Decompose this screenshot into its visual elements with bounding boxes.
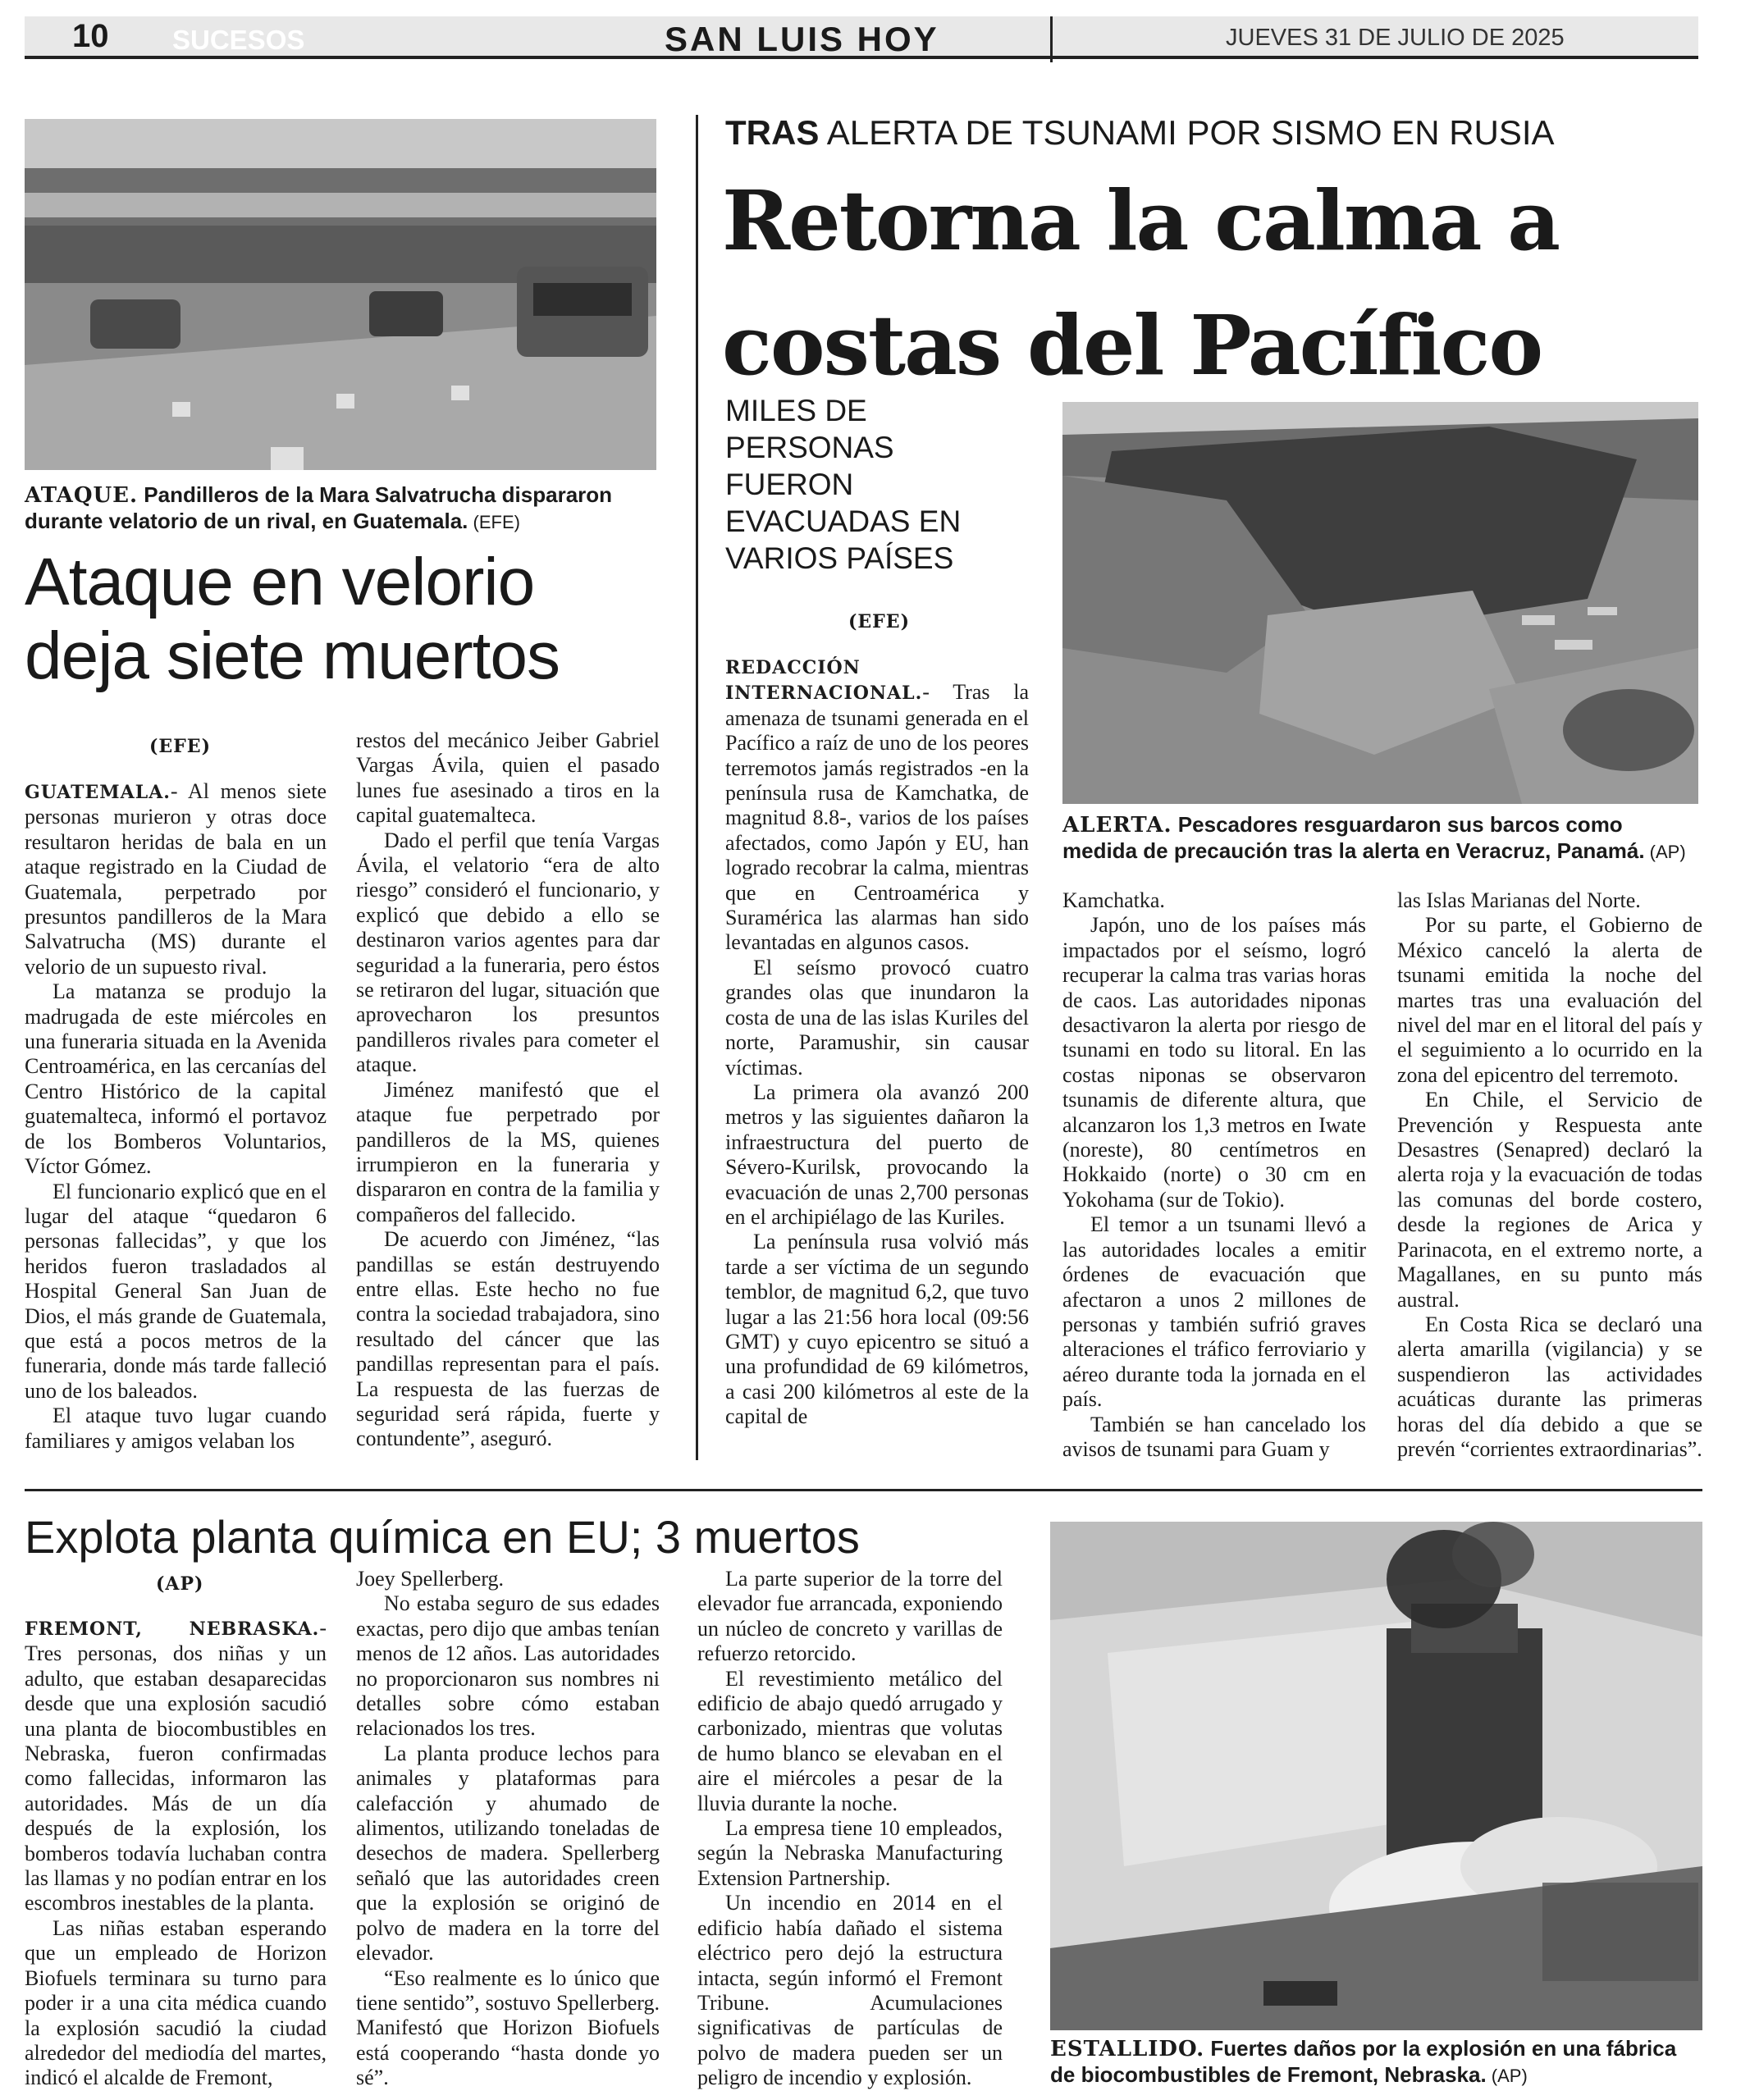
tsunami-headline-line-1: Retorna la calma a bbox=[722, 172, 1560, 269]
section-name: SUCESOS bbox=[172, 25, 305, 55]
paragraph: En Costa Rica se declaró una alerta amarilla (vigilancia) y se suspendieron las actividades acuáticas durante las primeras horas del día debido a que se prevén “corrientes extraordinarias”. bbox=[1397, 1312, 1702, 1461]
guatemala-dateline: GUATEMALA. bbox=[25, 782, 171, 803]
paragraph: las Islas Marianas del Norte. bbox=[1397, 888, 1641, 912]
caption-credit: (EFE) bbox=[468, 512, 520, 532]
caption-credit: (AP) bbox=[1486, 2066, 1528, 2086]
column-rule bbox=[696, 115, 698, 1460]
guatemala-col-2 bbox=[356, 728, 660, 1452]
paragraph: La primera ola avanzó 200 metros y las siguientes dañaron la infraestructura del puerto de Sévero-Kurilsk, provocando la evacuación de unas 2,700 personas en el archipiélago de las Kuriles. bbox=[725, 1080, 1029, 1229]
paragraph: Las niñas estaban esperando que un empleado de Horizon Biofuels terminara su turno para poder ir a una cita médica cuando la explosión sacudió la ciudad alrededor del mediodía del martes, indicó el alcalde de Fremont, bbox=[25, 1915, 327, 2090]
guatemala-photo bbox=[25, 119, 656, 470]
caption-text: Pescadores resguardaron sus barcos como medida de precaución tras la alerta en Veracruz, Panamá. bbox=[1062, 812, 1645, 863]
nebraska-col-2 bbox=[356, 1567, 660, 2091]
paragraph: - Tras la amenaza de tsunami generada en el Pacífico a raíz de uno de los peores terremotos jamás registrados -en la península rusa de Kamchatka, de magnitud 8.8-, varios de los países afectados, como Japón y EU, han logrado recobrar la calma, mientras que en Centroamérica y Suramérica las alarmas han sido levantadas en algunos casos. bbox=[725, 680, 1029, 955]
caption-text: Pandilleros de la Mara Salvatrucha dispararon durante velatorio de un rival, en Guatemala. bbox=[25, 482, 613, 533]
nebraska-photo bbox=[1050, 1522, 1702, 2030]
paragraph: “Eso realmente es lo único que tiene sentido”, sostuvo Spellerberg. Manifestó que Horizon Biofuels está cooperando “hasta donde yo sé”. bbox=[356, 1965, 660, 2090]
kicker-bold: TRAS bbox=[725, 113, 820, 152]
paragraph: - Al menos siete personas murieron y otras doce resultaron heridas de bala en un ataque registrado en la Ciudad de Guatemala, perpetrado por presuntos pandilleros de la Mara Salvatrucha (MS) durante el velorio de un supuesto rival. bbox=[25, 779, 327, 979]
caption-lead: ALERTA. bbox=[1062, 813, 1172, 838]
tsunami-dateline: REDACCIÓN INTERNACIONAL. bbox=[725, 657, 923, 705]
paragraph: El temor a un tsunami llevó a las autoridades locales a emitir órdenes de evacuación que afectaron a unos 2 millones de personas y también sufrió graves alteraciones el tráfico ferroviario y aéreo durante toda la jornada en el país. bbox=[1062, 1212, 1366, 1412]
guatemala-caption bbox=[25, 482, 665, 535]
guatemala-credit: (EFE) bbox=[149, 736, 211, 757]
tsunami-subhead: MILES DE PERSONAS FUERON EVACUADAS EN VARIOS PAÍSES bbox=[725, 394, 962, 575]
issue-date: JUEVES 31 DE JULIO DE 2025 bbox=[1226, 25, 1565, 51]
paragraph: Jiménez manifestó que el ataque fue perpetrado por pandilleros de la MS, quienes irrumpieron en la funeraria y dispararon en contra de la familia y compañeros del fallecido. bbox=[356, 1077, 660, 1226]
paragraph: La empresa tiene 10 empleados, según la Nebraska Manufacturing Extension Partnership. bbox=[697, 1816, 1003, 1890]
nebraska-caption bbox=[1050, 2036, 1702, 2089]
kicker-text: ALERTA DE TSUNAMI POR SISMO EN RUSIA bbox=[819, 113, 1555, 152]
nebraska-credit: (AP) bbox=[156, 1573, 204, 1595]
paragraph: La matanza se produjo la madrugada de este miércoles en una funeraria situada en la Avenida Centroamérica, en las cercanías del Centro Histórico de la capital guatemalteca, informó el portavoz de los Bomberos Voluntarios, Víctor Gómez. bbox=[25, 979, 327, 1179]
paragraph: Un incendio en 2014 en el edificio había dañado el sistema eléctrico pero dejó la estructura intacta, según informó el Fremont Tribune. Acumulaciones significativas de partículas de polvo de madera pueden ser un peligro de incendio y explosión. bbox=[697, 1891, 1003, 2090]
paragraph: Kamchatka. bbox=[1062, 888, 1165, 912]
section-rule bbox=[25, 1489, 1702, 1491]
paragraph: El ataque tuvo lugar cuando familiares y amigos velaban los bbox=[25, 1404, 327, 1453]
guatemala-headline: Ataque en velorio deja siete muertos bbox=[25, 545, 560, 693]
paragraph: De acuerdo con Jiménez, “las pandillas se están destruyendo entre ellas. Este hecho no fue contra la sociedad trabajadora, sino resultado del cáncer que las pandillas representan para el país. La respuesta de las fuerzas de seguridad será rápida, fuerte y contundente”, aseguró. bbox=[356, 1227, 660, 1451]
tsunami-col-1 bbox=[725, 655, 1029, 1430]
paragraph: La península rusa volvió más tarde a ser víctima de un segundo temblor, de magnitud 6,2, que tuvo lugar a las 21:56 hora local (09:56 GMT) y cuyo epicentro se situó a una profundidad de 69 kilómetros, a casi 200 kilómetros al este de la capital de bbox=[725, 1230, 1029, 1429]
paragraph: Por su parte, el Gobierno de México canceló la alerta de tsunami emitida la noche del martes tras una evaluación del nivel del mar en el litoral del país y el seguimiento a lo ocurrido en la zona del epicentro del terremoto. bbox=[1397, 913, 1702, 1087]
caption-text: Fuertes daños por la explosión en una fábrica de biocombustibles de Fremont, Nebraska. bbox=[1050, 2036, 1677, 2087]
caption-credit: (AP) bbox=[1644, 842, 1686, 862]
tsunami-headline-line-2: costas del Pacífico bbox=[722, 297, 1542, 394]
paragraph: - Tres personas, dos niñas y un adulto, que estaban desaparecidas desde que una explosión sacudió una planta de biocombustibles en Nebraska, fueron confirmadas como fallecidas, informaron las autoridades. Más de un día después de la explosión, los bomberos todavía luchaban contra las llamas y no podían entrar en los escombros inestables de la planta. bbox=[25, 1616, 327, 1915]
caption-lead: ESTALLIDO. bbox=[1050, 2037, 1205, 2061]
tsunami-credit: (EFE) bbox=[848, 611, 910, 632]
tsunami-caption bbox=[1062, 812, 1702, 865]
paragraph: Japón, uno de los países más impactados por el seísmo, logró recuperar la calma tras varias horas de caos. Las autoridades niponas desactivaron la alerta por riesgo de tsunami en todo su litoral. En las costas niponas se observaron tsunamis de diferente altura, que alcanzaron los 1,3 metros en Iwate (noreste), 80 centímetros en Hokkaido (norte) o 30 cm en Yokohama (sur de Tokio). bbox=[1062, 913, 1366, 1212]
tsunami-col-3 bbox=[1397, 888, 1702, 1462]
caption-lead: ATAQUE. bbox=[25, 483, 139, 508]
paragraph: En Chile, el Servicio de Prevención y Respuesta ante Desastres (Senapred) declaró la alerta roja y la evacuación de todas las comunas del borde costero, desde la regiones de Arica y Parinacota, en el extremo norte, a Magallanes, en su punto más austral. bbox=[1397, 1088, 1702, 1312]
paragraph: Dado el perfil que tenía Vargas Ávila, el velatorio “era de alto riesgo” consideró el funcionario, y explicó que debido a ello se destinaron varios agentes para dar seguridad a la funeraria, pero éstos se retiraron del lugar, situación que aprovecharon los presuntos pandilleros rivales para cometer el ataque. bbox=[356, 828, 660, 1077]
paragraph: El funcionario explicó que en el lugar del ataque “quedaron 6 personas fallecidas”, y que los heridos fueron trasladados al Hospital General San Juan de Dios, el más grande de Guatemala, que está a pocos metros de la funeraria, donde más tarde falleció uno de los baleados. bbox=[25, 1179, 327, 1403]
page-number: 10 bbox=[72, 18, 109, 54]
nebraska-dateline: FREMONT, NEBRASKA. bbox=[25, 1618, 320, 1640]
nebraska-col-3 bbox=[697, 1567, 1003, 2091]
paragraph: No estaba seguro de sus edades exactas, pero dijo que ambas tenían menos de 12 años. Las autoridades no proporcionaron sus nombres ni detalles sobre cómo estaban relacionados los tres. bbox=[356, 1591, 660, 1741]
guatemala-col-1 bbox=[25, 779, 327, 1454]
paragraph: El seísmo provocó cuatro grandes olas que inundaron la costa de una de las islas Kuriles del norte, Paramushir, sin causar víctimas. bbox=[725, 955, 1029, 1080]
paragraph: Joey Spellerberg. bbox=[356, 1567, 505, 1591]
paragraph: También se han cancelado los avisos de tsunami para Guam y bbox=[1062, 1412, 1366, 1461]
paragraph: restos del mecánico Jeiber Gabriel Vargas Ávila, quien el pasado lunes fue asesinado a tiros en la capital guatemalteca. bbox=[356, 728, 660, 828]
nebraska-col-1 bbox=[25, 1616, 327, 2091]
tsunami-photo bbox=[1062, 402, 1698, 804]
tsunami-kicker bbox=[725, 113, 1555, 153]
paragraph: La parte superior de la torre del elevador fue arrancada, exponiendo un núcleo de concreto y varillas de refuerzo retorcido. bbox=[697, 1567, 1003, 1666]
paragraph: El revestimiento metálico del edificio de abajo quedó arrugado y carbonizado, mientras que volutas de humo blanco se elevaban en el aire el miércoles a pesar de la lluvia durante la noche. bbox=[697, 1666, 1003, 1815]
header-divider bbox=[1050, 16, 1053, 62]
nebraska-headline: Explota planta química en EU; 3 muertos bbox=[25, 1511, 860, 1563]
paragraph: La planta produce lechos para animales y plataformas para calefacción y ahumado de alimentos, utilizando toneladas de desechos de madera. Spellerberg señaló que las autoridades creen que la explosión se originó de polvo de madera en la torre del elevador. bbox=[356, 1741, 660, 1965]
tsunami-col-2 bbox=[1062, 888, 1366, 1462]
newspaper-name: SAN LUIS HOY bbox=[665, 20, 939, 58]
